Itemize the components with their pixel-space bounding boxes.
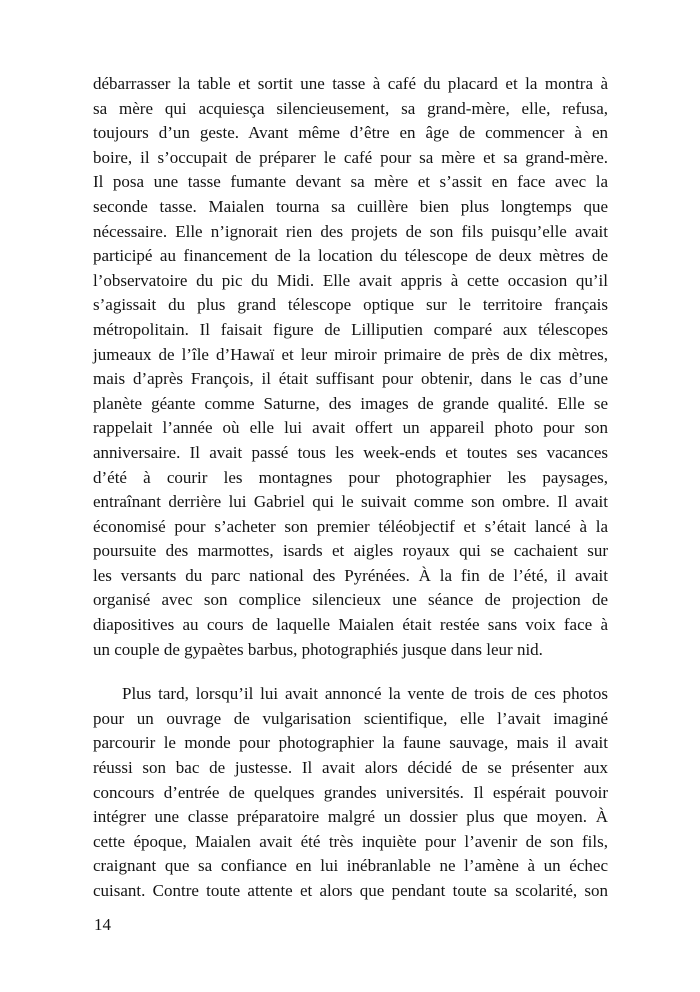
text-line: Plus tard, lorsqu’il lui avait annoncé la vente de trois de ces photos: [122, 684, 608, 704]
text-line: toujours d’un geste. Avant même d’être en âge de commencer à en: [93, 123, 608, 143]
text-line: planète géante comme Saturne, des images de grande qualité. Elle se: [93, 393, 608, 413]
text-line: l’observatoire du pic du Midi. Elle avait appris à cette occasion qu’il: [93, 270, 608, 290]
text-line: rappelait l’année où elle lui avait offert un appareil photo pour son: [93, 418, 608, 438]
text-line: économisé pour s’acheter son premier téléobjectif et s’était lancé à la: [93, 516, 608, 536]
text-line: les versants du parc national des Pyrénées. À la fin de l’été, il avait: [93, 565, 608, 585]
text-line: Il posa une tasse fumante devant sa mère et s’assit en face avec la: [93, 172, 608, 192]
text-line: poursuite des marmottes, isards et aigles royaux qui se cachaient sur: [93, 541, 608, 561]
text-line: cette époque, Maialen avait été très inquiète pour l’avenir de son fils,: [93, 831, 608, 851]
text-line: cuisant. Contre toute attente et alors que pendant toute sa scolarité, son: [93, 881, 608, 900]
text-line: entraînant derrière lui Gabriel qui le suivait comme son ombre. Il avait: [93, 492, 608, 512]
text-line: concours d’entrée de quelques grandes universités. Il espérait pouvoir: [93, 782, 608, 802]
text-line: intégrer une classe préparatoire malgré un dossier plus que moyen. À: [93, 807, 608, 827]
text-line: parcourir le monde pour photographier la faune sauvage, mais il avait: [93, 733, 608, 753]
text-line: participé au financement de la location du télescope de deux mètres de: [93, 246, 608, 266]
text-line: seconde tasse. Maialen tourna sa cuillère bien plus longtemps que: [93, 196, 608, 216]
text-line: jumeaux de l’île d’Hawaï et leur miroir primaire de près de dix mètres,: [93, 344, 608, 364]
text-line: craignant que sa confiance en lui inébranlable ne l’amène à un échec: [93, 856, 608, 876]
text-line: d’été à courir les montagnes pour photographier les paysages,: [93, 467, 608, 487]
text-line: anniversaire. Il avait passé tous les week-ends et toutes ses vacances: [93, 442, 608, 462]
text-line: diapositives au cours de laquelle Maialen était restée sans voix face à: [93, 615, 608, 635]
paragraph: [93, 72, 608, 662]
text-line: un couple de gypaètes barbus, photographiés jusque dans leur nid.: [93, 639, 543, 659]
text-column: [93, 72, 608, 904]
text-line: sa mère qui acquiesça silencieusement, sa grand-mère, elle, refusa,: [93, 98, 608, 118]
text-line: mais d’après François, il était suffisant pour obtenir, dans le cas d’une: [93, 369, 608, 389]
text-line: métropolitain. Il faisait figure de Lilliputien comparé aux télescopes: [93, 319, 608, 339]
paragraph: [93, 682, 608, 903]
text-line: nécessaire. Elle n’ignorait rien des projets de son fils puisqu’elle avait: [93, 221, 608, 241]
text-line: pour un ouvrage de vulgarisation scientifique, elle l’avait imaginé: [93, 708, 608, 728]
text-line: boire, il s’occupait de préparer le café pour sa mère et sa grand-mère.: [93, 147, 608, 167]
text-line: réussi son bac de justesse. Il avait alors décidé de se présenter aux: [93, 758, 608, 778]
page-number: 14: [94, 915, 111, 934]
text-line: s’agissait du plus grand télescope optique sur le territoire français: [93, 295, 608, 315]
text-line: organisé avec son complice silencieux une séance de projection de: [93, 590, 608, 610]
text-line: débarrasser la table et sortit une tasse à café du placard et la montra à: [93, 74, 608, 93]
